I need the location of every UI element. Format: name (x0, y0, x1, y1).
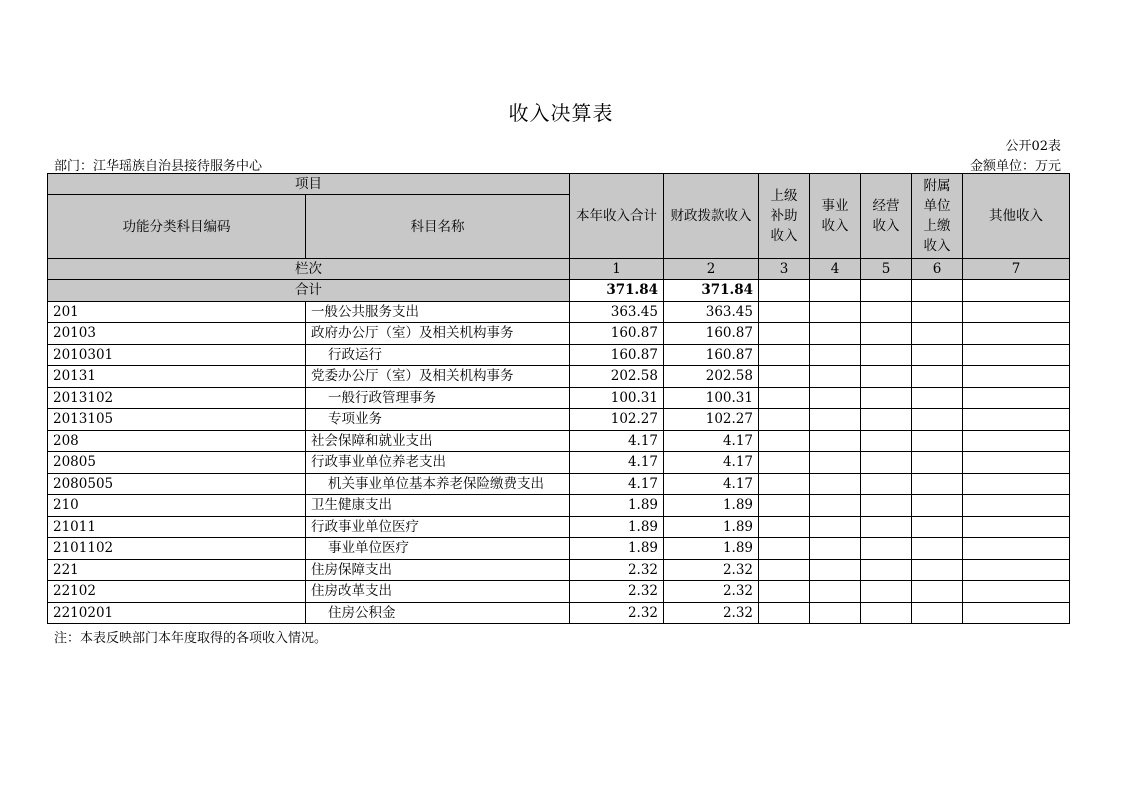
lanci-num: 6 (912, 259, 963, 280)
table-row (48, 323, 1070, 345)
empty-cell (861, 559, 912, 581)
empty-cell (963, 323, 1070, 345)
row-total: 160.87 (570, 344, 664, 366)
table-row (48, 387, 1070, 409)
empty-cell (912, 516, 963, 538)
empty-cell (759, 366, 810, 388)
empty-cell (861, 409, 912, 431)
row-name: 党委办公厅（室）及相关机构事务 (306, 366, 570, 388)
total-fiscal: 371.84 (664, 280, 759, 302)
empty-cell (861, 473, 912, 495)
empty-cell (810, 581, 861, 603)
empty-cell (861, 495, 912, 517)
empty-cell (861, 280, 912, 302)
row-fiscal: 160.87 (664, 344, 759, 366)
row-name: 一般公共服务支出 (306, 301, 570, 323)
row-fiscal: 1.89 (664, 538, 759, 560)
lanci-num: 4 (810, 259, 861, 280)
table-row (48, 452, 1070, 474)
row-fiscal: 4.17 (664, 430, 759, 452)
row-name: 住房保障支出 (306, 559, 570, 581)
empty-cell (912, 452, 963, 474)
empty-cell (861, 581, 912, 603)
empty-cell (912, 280, 963, 302)
empty-cell (810, 452, 861, 474)
income-table (47, 173, 1070, 624)
row-name: 行政运行 (306, 344, 570, 366)
empty-cell (963, 280, 1070, 302)
row-name: 专项业务 (306, 409, 570, 431)
row-total: 102.27 (570, 409, 664, 431)
row-code: 201 (48, 301, 306, 323)
total-label: 合计 (48, 280, 570, 302)
empty-cell (861, 538, 912, 560)
header-col2: 财政拨款收入 (664, 174, 759, 259)
row-fiscal: 1.89 (664, 516, 759, 538)
empty-cell (759, 430, 810, 452)
row-total: 4.17 (570, 473, 664, 495)
header-col5: 经营收入 (861, 174, 912, 259)
footnote: 注：本表反映部门本年度取得的各项收入情况。 (54, 631, 328, 646)
empty-cell (759, 538, 810, 560)
empty-cell (912, 430, 963, 452)
empty-cell (912, 602, 963, 624)
empty-cell (810, 538, 861, 560)
row-name: 行政事业单位医疗 (306, 516, 570, 538)
row-code: 2013102 (48, 387, 306, 409)
empty-cell (810, 409, 861, 431)
table-row (48, 538, 1070, 560)
row-name: 一般行政管理事务 (306, 387, 570, 409)
empty-cell (861, 344, 912, 366)
empty-cell (861, 366, 912, 388)
table-row (48, 602, 1070, 624)
empty-cell (963, 366, 1070, 388)
unit-label: 金额单位：万元 (969, 159, 1061, 174)
header-lanci: 栏次 (48, 259, 570, 280)
empty-cell (912, 473, 963, 495)
empty-cell (963, 409, 1070, 431)
row-code: 2080505 (48, 473, 306, 495)
empty-cell (912, 538, 963, 560)
department-label: 部门：江华瑶族自治县接待服务中心 (54, 159, 263, 174)
empty-cell (810, 559, 861, 581)
table-row (48, 366, 1070, 388)
empty-cell (963, 538, 1070, 560)
lanci-num: 1 (570, 259, 664, 280)
empty-cell (912, 301, 963, 323)
table-row (48, 581, 1070, 603)
row-name: 机关事业单位基本养老保险缴费支出 (306, 473, 570, 495)
empty-cell (810, 495, 861, 517)
row-code: 22102 (48, 581, 306, 603)
empty-cell (912, 323, 963, 345)
table-row (48, 473, 1070, 495)
empty-cell (759, 452, 810, 474)
empty-cell (810, 387, 861, 409)
table-row (48, 430, 1070, 452)
row-code: 2010301 (48, 344, 306, 366)
table-row (48, 344, 1070, 366)
table-row (48, 516, 1070, 538)
row-code: 2101102 (48, 538, 306, 560)
header-func-code: 功能分类科目编码 (48, 195, 306, 259)
row-total: 202.58 (570, 366, 664, 388)
empty-cell (759, 602, 810, 624)
empty-cell (810, 516, 861, 538)
row-fiscal: 2.32 (664, 559, 759, 581)
lanci-num: 7 (963, 259, 1070, 280)
lanci-num: 3 (759, 259, 810, 280)
row-total: 1.89 (570, 538, 664, 560)
row-fiscal: 160.87 (664, 323, 759, 345)
empty-cell (759, 280, 810, 302)
header-subject-name: 科目名称 (306, 195, 570, 259)
table-row (48, 559, 1070, 581)
empty-cell (963, 387, 1070, 409)
row-fiscal: 4.17 (664, 452, 759, 474)
row-total: 2.32 (570, 559, 664, 581)
lanci-num: 2 (664, 259, 759, 280)
empty-cell (759, 473, 810, 495)
row-total: 1.89 (570, 516, 664, 538)
empty-cell (861, 387, 912, 409)
empty-cell (810, 366, 861, 388)
row-name: 事业单位医疗 (306, 538, 570, 560)
row-fiscal: 363.45 (664, 301, 759, 323)
row-code: 210 (48, 495, 306, 517)
row-fiscal: 202.58 (664, 366, 759, 388)
header-col4: 事业收入 (810, 174, 861, 259)
row-name: 住房公积金 (306, 602, 570, 624)
empty-cell (861, 602, 912, 624)
row-name: 行政事业单位养老支出 (306, 452, 570, 474)
empty-cell (759, 301, 810, 323)
row-code: 21011 (48, 516, 306, 538)
empty-cell (759, 516, 810, 538)
row-total: 1.89 (570, 495, 664, 517)
empty-cell (759, 387, 810, 409)
row-total: 4.17 (570, 452, 664, 474)
empty-cell (912, 366, 963, 388)
form-code: 公开02表 (1005, 139, 1061, 154)
empty-cell (963, 473, 1070, 495)
empty-cell (912, 409, 963, 431)
empty-cell (810, 323, 861, 345)
row-name: 政府办公厅（室）及相关机构事务 (306, 323, 570, 345)
row-total: 363.45 (570, 301, 664, 323)
row-fiscal: 100.31 (664, 387, 759, 409)
empty-cell (759, 323, 810, 345)
empty-cell (912, 387, 963, 409)
empty-cell (963, 301, 1070, 323)
table-row (48, 495, 1070, 517)
empty-cell (810, 280, 861, 302)
lanci-num: 5 (861, 259, 912, 280)
empty-cell (963, 344, 1070, 366)
empty-cell (912, 559, 963, 581)
empty-cell (759, 344, 810, 366)
empty-cell (963, 516, 1070, 538)
empty-cell (810, 301, 861, 323)
empty-cell (810, 602, 861, 624)
empty-cell (963, 452, 1070, 474)
header-col7: 其他收入 (963, 174, 1070, 259)
empty-cell (963, 559, 1070, 581)
table-row (48, 409, 1070, 431)
row-total: 2.32 (570, 581, 664, 603)
row-fiscal: 4.17 (664, 473, 759, 495)
row-code: 221 (48, 559, 306, 581)
header-col3: 上级补助收入 (759, 174, 810, 259)
empty-cell (963, 495, 1070, 517)
row-total: 100.31 (570, 387, 664, 409)
empty-cell (912, 495, 963, 517)
row-fiscal: 2.32 (664, 581, 759, 603)
row-code: 20805 (48, 452, 306, 474)
empty-cell (963, 602, 1070, 624)
row-code: 20103 (48, 323, 306, 345)
header-col6: 附属单位上缴收入 (912, 174, 963, 259)
row-code: 2013105 (48, 409, 306, 431)
row-total: 2.32 (570, 602, 664, 624)
header-col1: 本年收入合计 (570, 174, 664, 259)
row-code: 20131 (48, 366, 306, 388)
row-total: 160.87 (570, 323, 664, 345)
empty-cell (912, 581, 963, 603)
empty-cell (861, 301, 912, 323)
empty-cell (861, 323, 912, 345)
row-name: 社会保障和就业支出 (306, 430, 570, 452)
empty-cell (963, 430, 1070, 452)
total-income: 371.84 (570, 280, 664, 302)
empty-cell (759, 559, 810, 581)
empty-cell (861, 430, 912, 452)
empty-cell (810, 430, 861, 452)
row-code: 208 (48, 430, 306, 452)
header-project: 项目 (48, 174, 570, 195)
empty-cell (912, 344, 963, 366)
empty-cell (810, 344, 861, 366)
row-name: 卫生健康支出 (306, 495, 570, 517)
row-code: 2210201 (48, 602, 306, 624)
empty-cell (759, 581, 810, 603)
empty-cell (963, 581, 1070, 603)
empty-cell (861, 516, 912, 538)
empty-cell (759, 495, 810, 517)
row-name: 住房改革支出 (306, 581, 570, 603)
empty-cell (861, 452, 912, 474)
empty-cell (810, 473, 861, 495)
table-row (48, 301, 1070, 323)
page-title: 收入决算表 (508, 101, 614, 125)
row-fiscal: 2.32 (664, 602, 759, 624)
row-total: 4.17 (570, 430, 664, 452)
row-fiscal: 102.27 (664, 409, 759, 431)
row-fiscal: 1.89 (664, 495, 759, 517)
empty-cell (759, 409, 810, 431)
